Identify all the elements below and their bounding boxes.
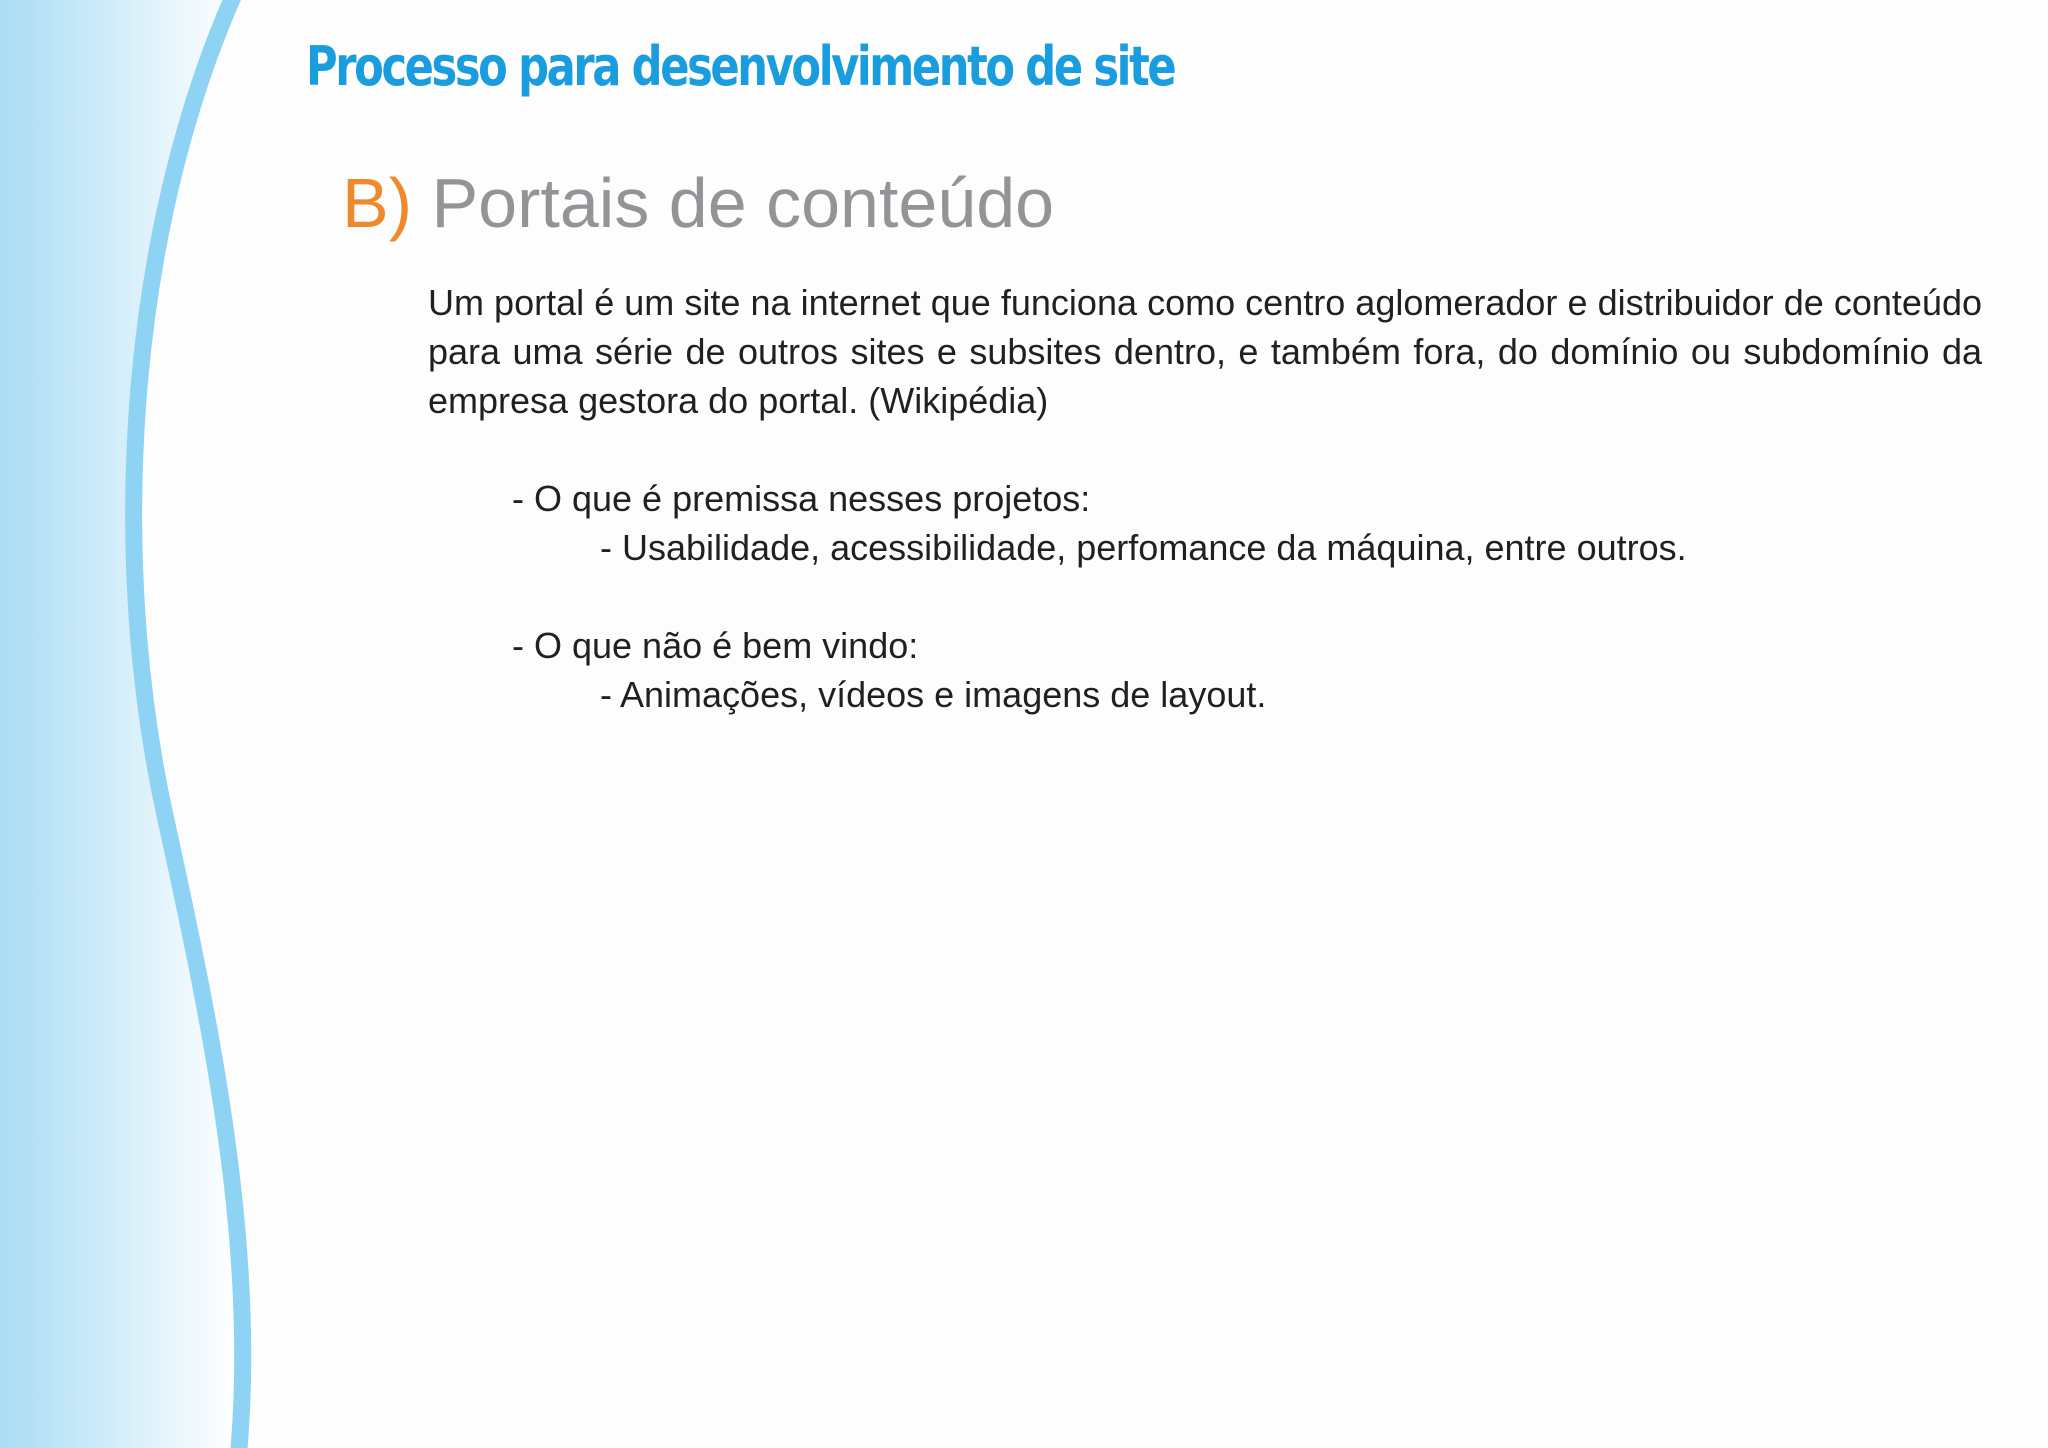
sub-bullet-premissa: - Usabilidade, acessibilidade, perfomance da máquina, entre outros. bbox=[600, 527, 1687, 568]
spacer bbox=[428, 425, 1982, 474]
section-letter: B) bbox=[342, 164, 412, 242]
page-title: Processo para desenvolvimento de site bbox=[306, 35, 1175, 98]
section-heading bbox=[342, 158, 1054, 248]
bullet-nao-bem-vindo: - O que não é bem vindo: bbox=[512, 625, 919, 666]
gradient-band bbox=[0, 0, 236, 1448]
spacer bbox=[428, 572, 1982, 621]
section-title: Portais de conteúdo bbox=[431, 164, 1055, 242]
sub-bullet-nao-bem-vindo: - Animações, vídeos e imagens de layout. bbox=[600, 674, 1267, 715]
definition-paragraph: Um portal é um site na internet que funciona como centro aglomerador e distribuidor de conteúdo para uma série de outros sites e subsites dentro, e também fora, do domínio ou subdomínio da empresa gestora do portal. (Wikipédia) bbox=[428, 282, 1982, 421]
bullet-premissa: - O que é premissa nesses projetos: bbox=[512, 478, 1091, 519]
content-body bbox=[428, 278, 1982, 719]
